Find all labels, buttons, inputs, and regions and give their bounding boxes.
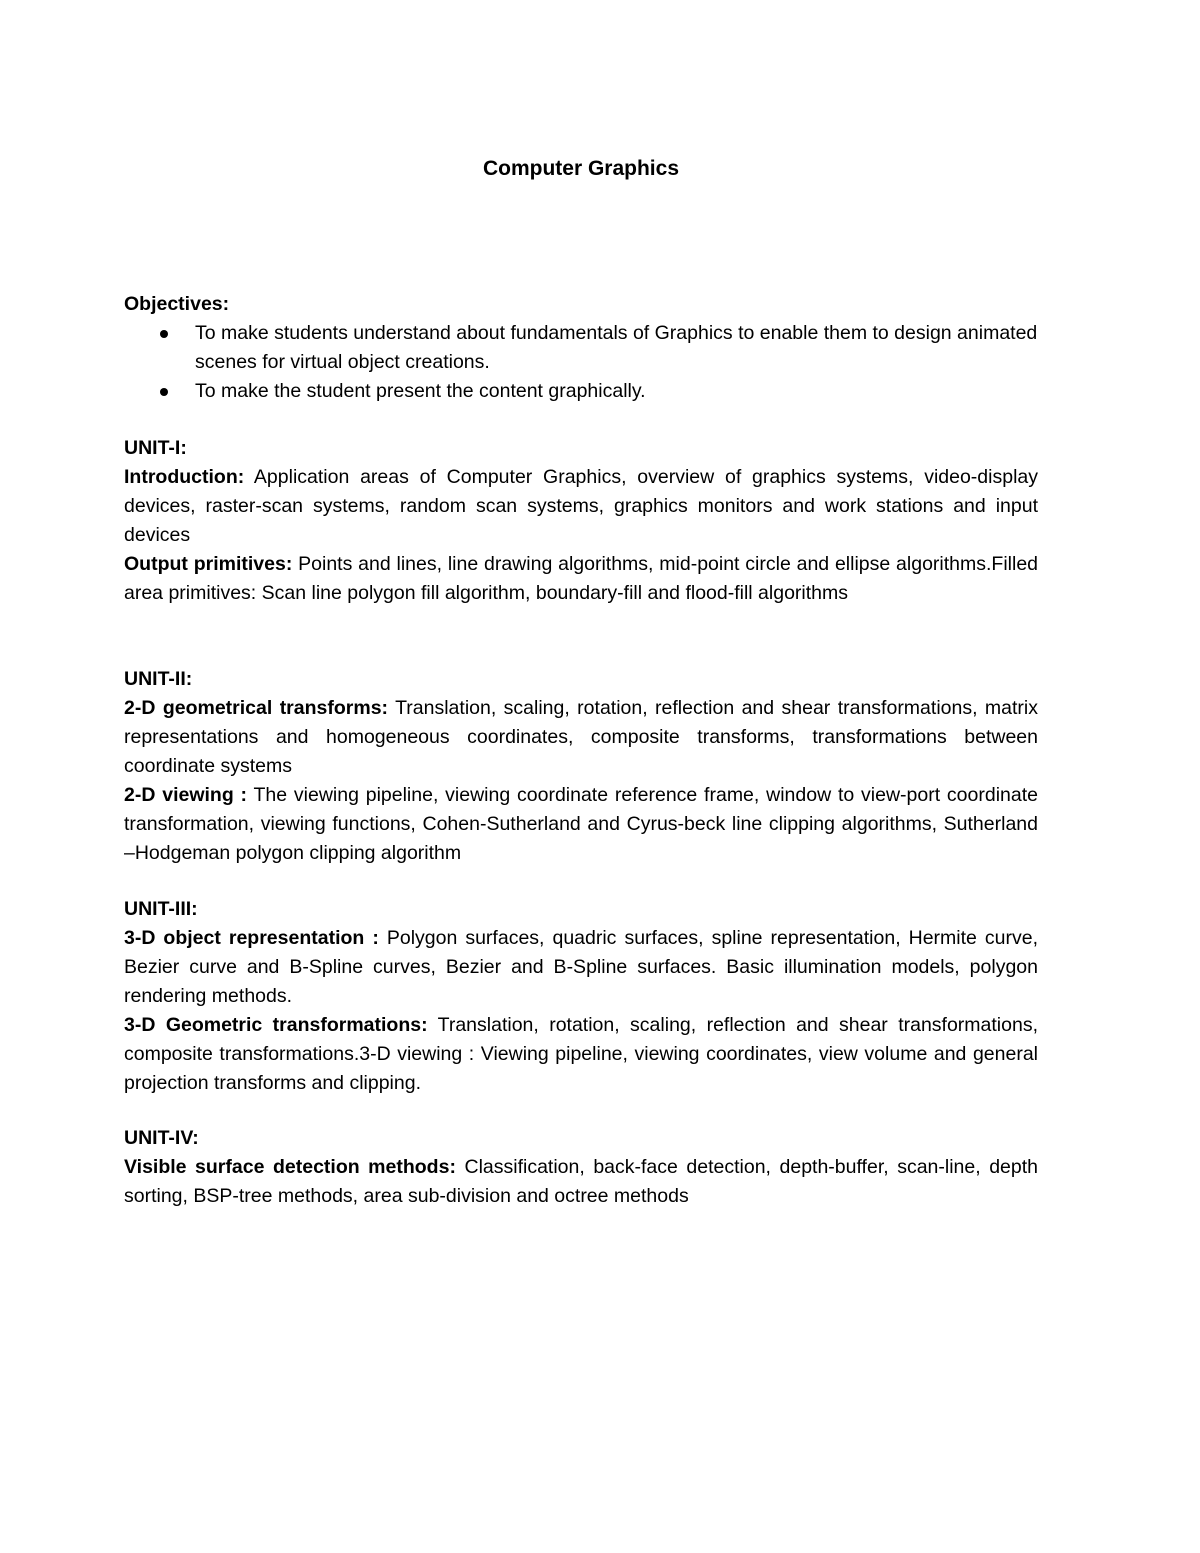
- page-title: Computer Graphics: [482, 157, 680, 180]
- topic-text: Classification, back-face detection, depth-buffer, scan-line, depth sorting, BSP-tree methods, area sub-division and octree methods: [124, 1156, 1038, 1207]
- unit-paragraph: [124, 550, 1038, 608]
- topic-label: 2-D geometrical transforms:: [124, 697, 389, 719]
- unit-paragraph: [124, 463, 1038, 550]
- unit-paragraph: [124, 694, 1038, 781]
- unit-paragraph: [124, 1153, 1038, 1211]
- topic-text: Application areas of Computer Graphics, overview of graphics systems, video-display devices, raster-scan systems, random scan systems, graphics monitors and work stations and input devices: [124, 466, 1038, 546]
- topic-label: Visible surface detection methods:: [124, 1156, 456, 1178]
- objective-item: [124, 319, 1038, 377]
- bullet-icon: [160, 330, 168, 338]
- unit-heading: UNIT-I:: [124, 437, 187, 459]
- unit-paragraph: [124, 1011, 1038, 1098]
- unit-heading: UNIT-IV:: [124, 1127, 199, 1149]
- objectives-heading: Objectives:: [124, 293, 230, 315]
- topic-text: The viewing pipeline, viewing coordinate reference frame, window to view-port coordinate transformation, viewing functions, Cohen-Sutherland and Cyrus-beck line clipping algorithms, Sutherland –Hodgeman polygon clipping algorithm: [124, 784, 1038, 864]
- topic-label: Introduction:: [124, 466, 245, 488]
- unit-paragraph: [124, 781, 1038, 868]
- bullet-icon: [160, 388, 168, 396]
- topic-label: 3-D object representation :: [124, 927, 379, 949]
- objective-text: To make the student present the content graphically.: [195, 380, 646, 402]
- topic-text: Polygon surfaces, quadric surfaces, spline representation, Hermite curve, Bezier curve and B-Spline curves, Bezier and B-Spline surfaces. Basic illumination models, polygon rendering methods.: [124, 927, 1039, 1007]
- objective-text: To make students understand about fundamentals of Graphics to enable them to design animated scenes for virtual object creations.: [195, 322, 1038, 373]
- unit-1-section: [124, 434, 1038, 608]
- topic-text: Translation, scaling, rotation, reflection and shear transformations, matrix representations and homogeneous coordinates, composite transforms, transformations between coordinate systems: [124, 697, 1038, 777]
- topic-label: Output primitives:: [124, 553, 293, 575]
- topic-text: Points and lines, line drawing algorithms, mid-point circle and ellipse algorithms.Filled area primitives: Scan line polygon fill algorithm, boundary-fill and flood-fill algorithms: [124, 553, 1039, 604]
- unit-heading: UNIT-III:: [124, 898, 198, 920]
- unit-2-section: [124, 665, 1038, 868]
- objectives-list: [124, 319, 1038, 406]
- unit-3-section: [124, 895, 1038, 1098]
- unit-4-section: [124, 1124, 1038, 1211]
- topic-text: Translation, rotation, scaling, reflection and shear transformations, composite transformations.3-D viewing : Viewing pipeline, viewing coordinates, view volume and general projection transforms and clipping.: [124, 1014, 1038, 1094]
- objective-item: [124, 377, 1038, 406]
- topic-label: 3-D Geometric transformations:: [124, 1014, 428, 1036]
- topic-label: 2-D viewing :: [124, 784, 248, 806]
- unit-heading: UNIT-II:: [124, 668, 193, 690]
- objectives-section: [124, 290, 1038, 406]
- unit-paragraph: [124, 924, 1038, 1011]
